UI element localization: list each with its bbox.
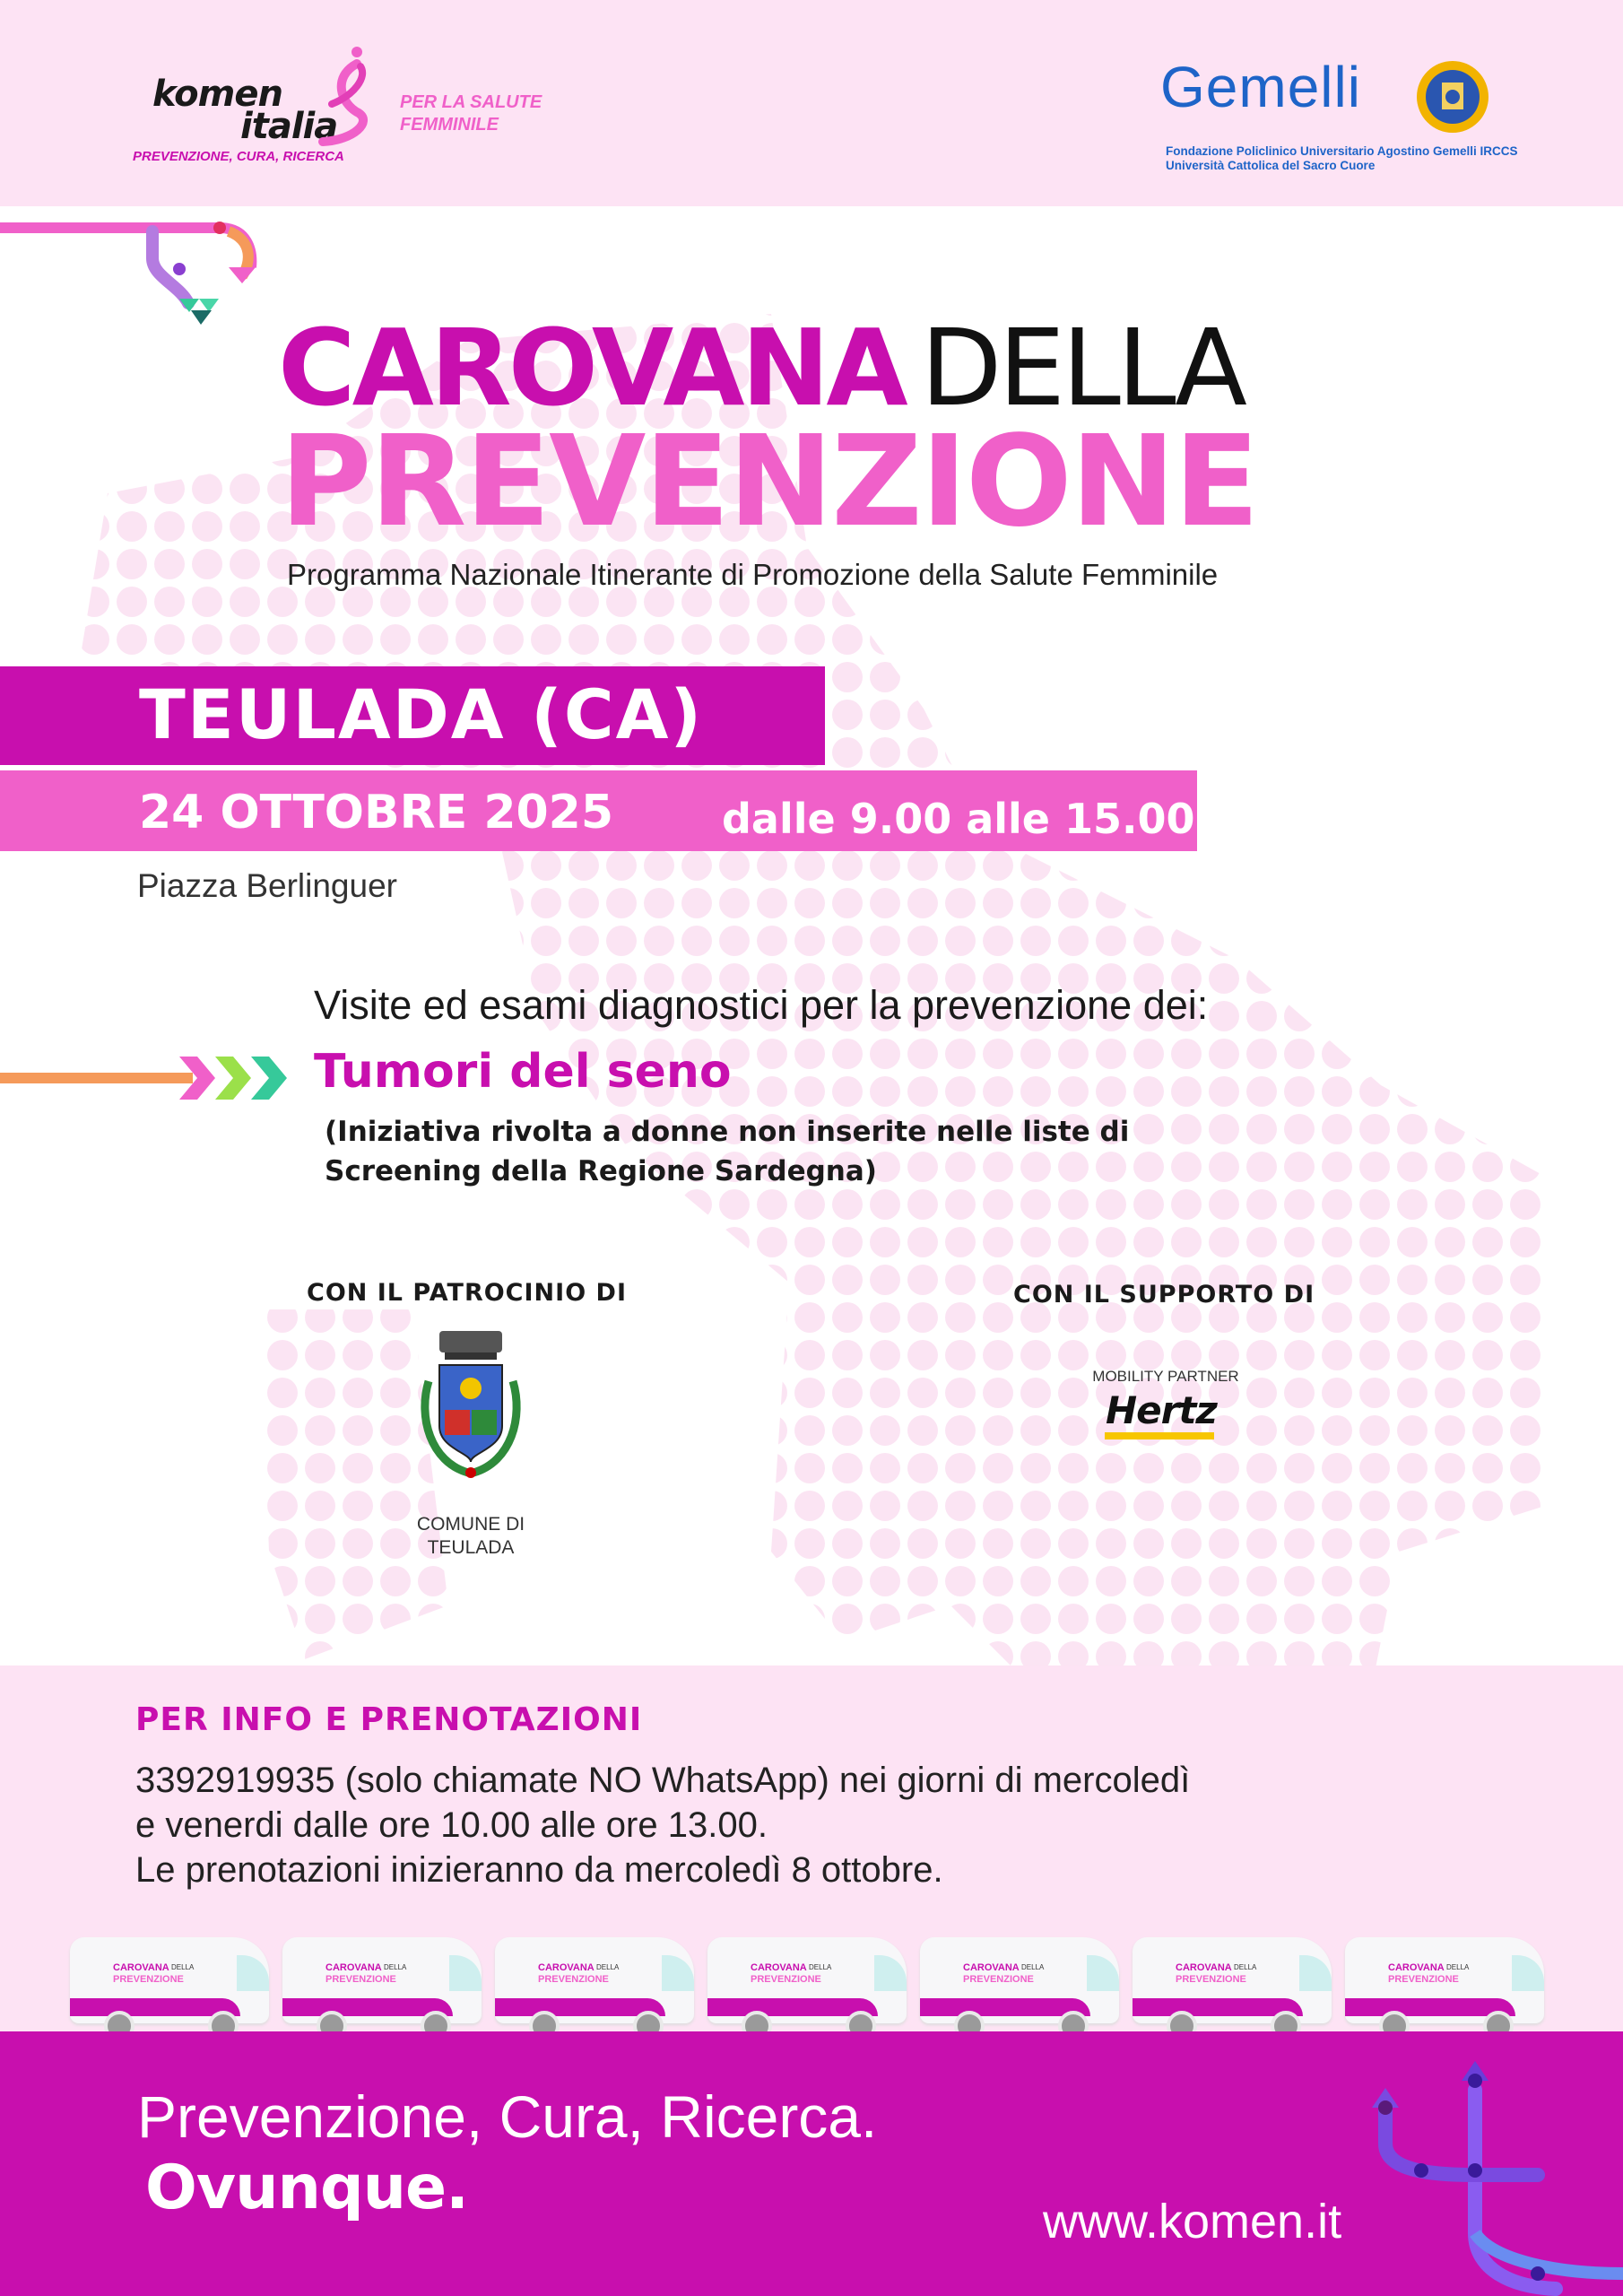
footer-route-arrows-icon (1358, 2054, 1623, 2296)
university-seal-icon (1415, 59, 1490, 135)
subtitle: Programma Nazionale Itinerante di Promozione della Salute Femminile (287, 558, 1219, 591)
support-label: CON IL SUPPORTO DI (1013, 1281, 1315, 1309)
patronage-label: CON IL PATROCINIO DI (307, 1279, 627, 1307)
van-label-word3: PREVENZIONE (113, 1974, 184, 1985)
van-label-word1: CAROVANA (113, 1962, 169, 1973)
hertz-underline (1105, 1432, 1214, 1439)
gemelli-university-line: Università Cattolica del Sacro Cuore (1166, 159, 1376, 172)
teulada-coat-of-arms-icon (412, 1327, 529, 1489)
patronage-entity-line2: TEULADA (427, 1537, 515, 1558)
title-line2: PREVENZIONE (280, 409, 1258, 555)
services-intro: Visite ed esami diagnostici per la prevenzione dei: (314, 982, 1209, 1028)
event-city: TEULADA (CA) (139, 674, 704, 754)
event-hours: dalle 9.00 alle 15.00 (722, 795, 1195, 843)
salute-line2: FEMMINILE (400, 115, 499, 135)
info-title: PER INFO E PRENOTAZIONI (135, 1701, 643, 1738)
service-note-line1: (Iniziativa rivolta a donne non inserite nelle liste di (325, 1116, 1130, 1148)
van-label-word3: PREVENZIONE (1176, 1974, 1246, 1985)
italia-word: italia (240, 106, 338, 147)
van (70, 1935, 276, 2039)
van-label-word3: PREVENZIONE (538, 1974, 609, 1985)
van-label-word2: DELLA (1021, 1963, 1045, 1971)
van-label-word2: DELLA (596, 1963, 620, 1971)
van-label-word2: DELLA (1446, 1963, 1470, 1971)
footer-website-link[interactable]: www.komen.it (1043, 2195, 1342, 2248)
van-label-word1: CAROVANA (751, 1962, 807, 1973)
van-label-word3: PREVENZIONE (1388, 1974, 1459, 1985)
komen-tagline: PREVENZIONE, CURA, RICERCA (133, 149, 344, 164)
pink-ribbon-icon (305, 41, 386, 149)
van-label-word1: CAROVANA (1176, 1962, 1232, 1973)
van (495, 1935, 701, 2039)
van (920, 1935, 1126, 2039)
van-label-word2: DELLA (384, 1963, 407, 1971)
van-label-word3: PREVENZIONE (963, 1974, 1034, 1985)
van-label-word2: DELLA (1234, 1963, 1257, 1971)
gemelli-foundation-line: Fondazione Policlinico Universitario Agostino Gemelli IRCCS (1166, 144, 1518, 158)
event-place: Piazza Berlinguer (137, 867, 397, 904)
service-item: Tumori del seno (314, 1045, 732, 1099)
van (1345, 1935, 1551, 2039)
van (1133, 1935, 1339, 2039)
event-date: 24 OTTOBRE 2025 (139, 786, 614, 839)
info-phone-line: 3392919935 (solo chiamate NO WhatsApp) nei giorni di mercoledì (135, 1761, 1191, 1800)
van-label-word1: CAROVANA (963, 1962, 1020, 1973)
van-label-word3: PREVENZIONE (325, 1974, 396, 1985)
komen-word: komen (152, 74, 282, 115)
mobility-partner-label: MOBILITY PARTNER (1092, 1368, 1239, 1385)
gemelli-name: Gemelli (1160, 55, 1361, 119)
info-hours-line: e venerdi dalle ore 10.00 alle ore 13.00. (135, 1805, 768, 1845)
footer-slogan-line1: Prevenzione, Cura, Ricerca. (137, 2083, 878, 2150)
van-label-word3: PREVENZIONE (751, 1974, 821, 1985)
title-della: DELLA (920, 306, 1244, 430)
hertz-logo[interactable]: Hertz (1106, 1388, 1217, 1432)
van (282, 1935, 489, 2039)
salute-line1: PER LA SALUTE (400, 92, 542, 112)
vans-row (70, 1935, 1558, 2039)
chevron-arrows-icon (0, 1051, 287, 1105)
title-carovana: CAROVANA (278, 306, 905, 430)
van-label-word1: CAROVANA (325, 1962, 382, 1973)
footer-slogan-line2: Ovunque. (145, 2152, 468, 2223)
title-line1 (278, 306, 1244, 430)
patronage-entity-line1: COMUNE DI (416, 1514, 525, 1535)
van-label-word2: DELLA (171, 1963, 195, 1971)
decorative-arrow-icon (0, 213, 278, 330)
service-note-line2: Screening della Regione Sardegna) (325, 1155, 877, 1187)
gemelli-logo[interactable] (1157, 54, 1518, 179)
van-label-word1: CAROVANA (538, 1962, 595, 1973)
van-label-word2: DELLA (809, 1963, 832, 1971)
van-label-word1: CAROVANA (1388, 1962, 1445, 1973)
info-booking-line: Le prenotazioni inizieranno da mercoledì 8 ottobre. (135, 1850, 943, 1890)
van (707, 1935, 914, 2039)
komen-logo[interactable] (126, 36, 565, 170)
